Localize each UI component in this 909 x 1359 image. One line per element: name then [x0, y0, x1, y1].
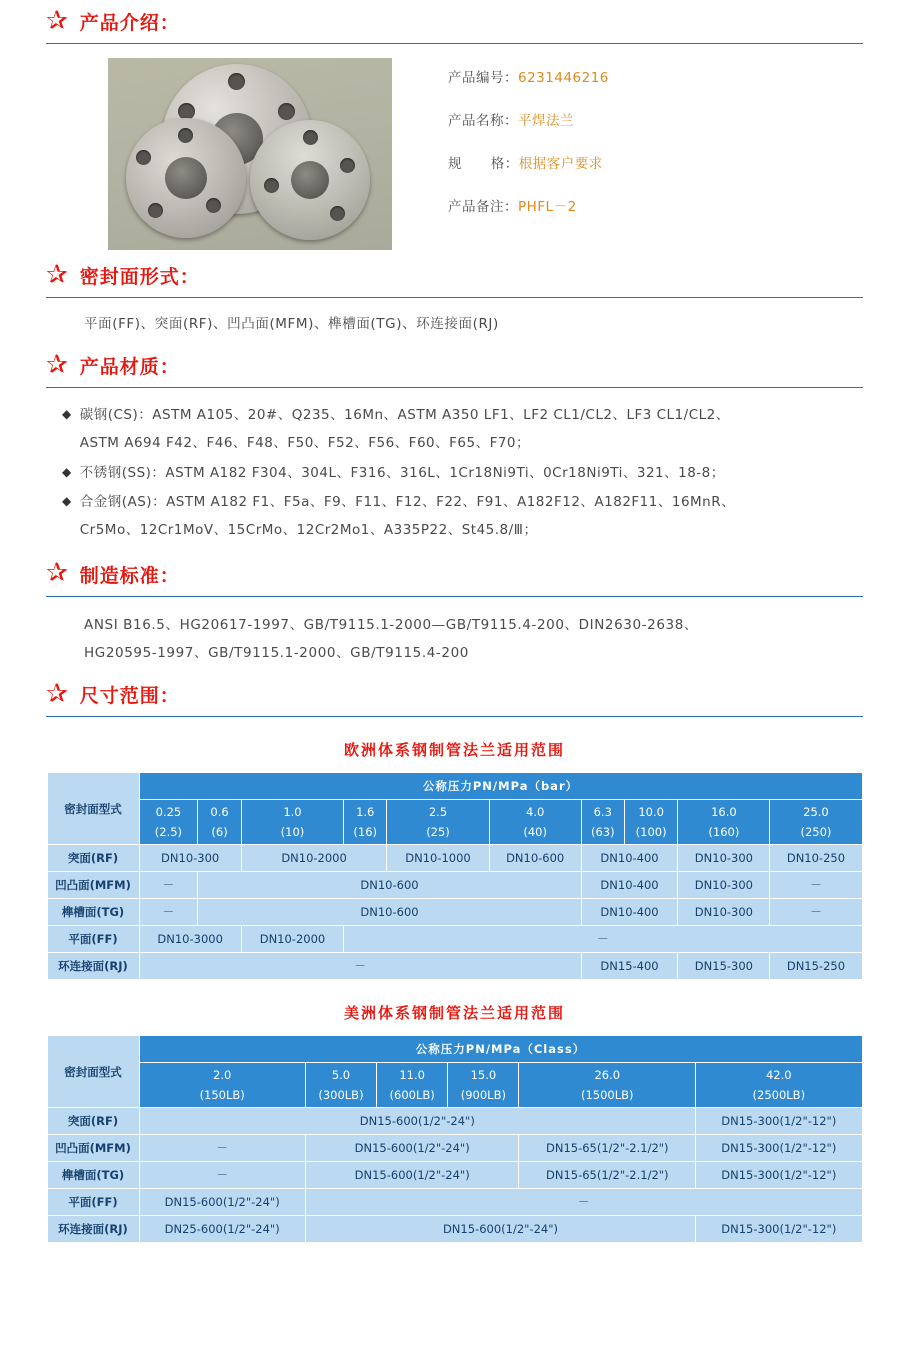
table-row — [47, 800, 862, 845]
cell: － — [139, 1162, 305, 1189]
col-top: 10.0 — [638, 805, 664, 820]
seal-forms-text: 平面(FF)、突面(RF)、凹凸面(MFM)、榫槽面(TG)、环连接面(RJ) — [84, 316, 499, 332]
cell: DN10-600 — [489, 845, 581, 872]
cell: DN10-300 — [139, 845, 241, 872]
cell: － — [770, 872, 862, 899]
col-head-eu-8 — [678, 800, 770, 845]
col-bottom: (63) — [590, 825, 615, 840]
section-title-material: 产品材质： — [79, 356, 180, 379]
col-top: 0.25 — [155, 805, 182, 820]
cell: DN15-300 — [678, 953, 770, 980]
row-label-eu-mfm: 凹凸面(MFM) — [47, 872, 139, 899]
col-top: 2.5 — [428, 805, 448, 820]
diamond-bullet-icon: ◆ — [62, 464, 72, 479]
cell: DN15-600(1/2"-24") — [305, 1135, 519, 1162]
table-row — [47, 953, 862, 980]
spec-value-remark: PHFL－2 — [518, 199, 577, 215]
bolt-hole-icon — [340, 158, 355, 173]
col-bottom: (40) — [523, 825, 547, 840]
group-header-us: 公称压力PN/MPa（Class） — [139, 1036, 862, 1063]
cell: DN10-600 — [198, 872, 581, 899]
col-top: 25.0 — [803, 805, 829, 820]
spec-label-name: 产品名称： — [448, 113, 518, 129]
spec-row-code — [448, 66, 609, 86]
col-head-eu-9 — [770, 800, 862, 845]
col-top: 0.6 — [210, 805, 229, 820]
standards-block — [46, 597, 863, 674]
col-top: 2.0 — [213, 1068, 232, 1083]
table-title-europe: 欧洲体系钢制管法兰适用范围 — [343, 741, 565, 760]
list-item — [62, 402, 863, 457]
row-label-us-mfm: 凹凸面(MFM) — [47, 1135, 139, 1162]
row-label-eu-rf: 突面(RF) — [47, 845, 139, 872]
col-head-eu-1 — [198, 800, 241, 845]
spec-value-code: 6231446216 — [518, 70, 609, 86]
bolt-hole-icon — [278, 103, 295, 120]
bolt-hole-icon — [136, 150, 151, 165]
table-row — [47, 1189, 862, 1216]
star-icon: ✰ — [46, 349, 68, 380]
flange-medium-bore — [165, 157, 207, 199]
star-icon: ✰ — [46, 5, 68, 36]
cell: DN15-300(1/2"-12") — [696, 1108, 862, 1135]
bolt-hole-icon — [206, 198, 221, 213]
section-title-standard: 制造标准： — [79, 564, 180, 587]
cell: DN10-300 — [678, 899, 770, 926]
standards-line1: ANSI B16.5、HG20617-1997、GB/T9115.1-2000—GB/T9115.4-200、DIN2630-2638、 — [84, 616, 699, 633]
section-standard — [46, 553, 863, 674]
col-bottom: (600LB) — [389, 1088, 435, 1103]
spec-label-spec: 规 格： — [448, 156, 519, 172]
col-head-us-0 — [139, 1063, 305, 1108]
col-head-eu-5 — [489, 800, 581, 845]
col-top: 16.0 — [711, 805, 737, 820]
table-row — [47, 1135, 862, 1162]
col-bottom: (25) — [426, 825, 450, 840]
col-bottom: (10) — [280, 825, 305, 840]
cell: DN10-300 — [678, 872, 770, 899]
col-bottom: (2.5) — [154, 825, 183, 840]
star-icon: ✰ — [46, 678, 68, 709]
cell: DN10-2000 — [241, 845, 387, 872]
col-head-us-4 — [519, 1063, 696, 1108]
table-row — [47, 1063, 862, 1108]
section-header-intro — [46, 0, 863, 41]
col-head-eu-4 — [387, 800, 489, 845]
section-header-seal — [46, 254, 863, 295]
star-icon: ✰ — [46, 259, 68, 290]
bolt-hole-icon — [148, 203, 163, 218]
row-label-us-ff: 平面(FF) — [47, 1189, 139, 1216]
bolt-hole-icon — [303, 130, 318, 145]
cell: DN10-250 — [770, 845, 862, 872]
material-cs-line2: ASTM A694 F42、F46、F48、F50、F52、F56、F60、F65、F70； — [79, 435, 531, 452]
cell: － — [770, 899, 862, 926]
spec-value-spec: 根据客户要求 — [518, 156, 603, 172]
group-header-eu: 公称压力PN/MPa（bar） — [139, 773, 862, 800]
section-material — [46, 344, 863, 552]
col-head-eu-0-top — [139, 800, 198, 845]
col-bottom: (250) — [800, 825, 832, 840]
col-top: 5.0 — [331, 1068, 351, 1083]
divider — [46, 716, 863, 717]
cell: DN10-400 — [581, 899, 678, 926]
col-top: 6.3 — [593, 805, 612, 820]
col-head-eu-7 — [624, 800, 678, 845]
section-title-seal: 密封面形式： — [79, 266, 200, 288]
section-header-material — [46, 344, 863, 385]
cell: － — [139, 953, 581, 980]
row-label-us-rj: 环连接面(RJ) — [47, 1216, 139, 1243]
table-row — [47, 845, 862, 872]
diamond-bullet-icon: ◆ — [62, 407, 72, 422]
product-photo-wrap — [108, 58, 392, 250]
table-row — [47, 926, 862, 953]
cell: DN15-65(1/2"-2.1/2") — [519, 1162, 696, 1189]
cell: DN10-400 — [581, 845, 678, 872]
diamond-bullet-icon: ◆ — [62, 494, 72, 509]
section-header-size — [46, 673, 863, 714]
spec-row-remark — [448, 195, 609, 215]
cell: DN15-600(1/2"-24") — [305, 1162, 519, 1189]
row-header-label-eu: 密封面型式 — [47, 773, 139, 845]
col-top: 11.0 — [399, 1068, 425, 1083]
col-top: 42.0 — [765, 1068, 792, 1083]
cell: DN15-300(1/2"-12") — [696, 1216, 862, 1243]
table-title-america: 美洲体系钢制管法兰适用范围 — [343, 1004, 565, 1023]
section-title-intro: 产品介绍： — [79, 12, 180, 34]
cell: － — [139, 872, 198, 899]
col-head-us-5 — [696, 1063, 862, 1108]
cell: DN15-400 — [581, 953, 678, 980]
section-header-standard — [46, 553, 863, 594]
star-icon: ✰ — [46, 558, 68, 589]
cell: DN15-600(1/2"-24") — [139, 1108, 696, 1135]
row-label-eu-ff: 平面(FF) — [47, 926, 139, 953]
cell: － — [139, 899, 198, 926]
col-top: 4.0 — [526, 805, 545, 820]
cell: DN15-600(1/2"-24") — [139, 1189, 305, 1216]
cell: DN15-300(1/2"-12") — [696, 1135, 862, 1162]
spec-value-name: 平焊法兰 — [518, 113, 574, 129]
col-bottom: (2500LB) — [752, 1088, 806, 1103]
section-seal-form — [46, 254, 863, 344]
bolt-hole-icon — [330, 206, 345, 221]
col-head-us-1 — [305, 1063, 376, 1108]
table-row — [47, 1036, 862, 1063]
row-label-eu-rj: 环连接面(RJ) — [47, 953, 139, 980]
cell: DN10-2000 — [241, 926, 343, 953]
col-bottom: (1500LB) — [581, 1088, 634, 1103]
cell: DN10-1000 — [387, 845, 489, 872]
table-row — [47, 773, 862, 800]
col-top: 1.6 — [356, 805, 375, 820]
col-bottom: (300LB) — [318, 1088, 364, 1103]
col-top: 26.0 — [594, 1068, 621, 1083]
col-bottom: (6) — [211, 825, 228, 840]
row-label-us-rf: 突面(RF) — [47, 1108, 139, 1135]
cell: － — [139, 1135, 305, 1162]
spec-label-code: 产品编号： — [448, 70, 518, 86]
list-item — [62, 489, 863, 544]
col-bottom: (160) — [708, 825, 740, 840]
product-spec-list — [448, 58, 609, 238]
row-label-us-tg: 榫槽面(TG) — [47, 1162, 139, 1189]
cell: DN10-600 — [198, 899, 581, 926]
col-head-eu-6 — [581, 800, 624, 845]
intro-row — [46, 44, 863, 254]
col-head-us-2 — [377, 1063, 448, 1108]
section-product-intro — [46, 0, 863, 254]
flange-photo — [108, 58, 392, 250]
section-size-range — [46, 673, 863, 717]
col-bottom: (150LB) — [199, 1088, 245, 1103]
table-row — [47, 1162, 862, 1189]
spec-row-spec — [448, 152, 609, 172]
flange-right-bore — [291, 161, 329, 199]
spec-row-name — [448, 109, 609, 129]
col-top: 1.0 — [283, 805, 302, 820]
section-title-size: 尺寸范围： — [79, 685, 180, 708]
list-item — [62, 460, 863, 488]
cell: DN25-600(1/2"-24") — [139, 1216, 305, 1243]
cell: DN15-65(1/2"-2.1/2") — [519, 1135, 696, 1162]
row-label-eu-tg: 榫槽面(TG) — [47, 899, 139, 926]
table-row — [47, 899, 862, 926]
bolt-hole-icon — [178, 128, 193, 143]
material-ss-line1: 不锈钢(SS)：ASTM A182 F304、304L、F316、316L、1Cr18Ni9Ti、0Cr18Ni9Ti、321、18-8； — [79, 464, 725, 481]
material-as-line2: Cr5Mo、12Cr1MoV、15CrMo、12Cr2Mo1、A335P22、St45.8/Ⅲ； — [79, 522, 538, 539]
col-head-eu-3 — [344, 800, 387, 845]
bolt-hole-icon — [228, 73, 245, 90]
col-head-eu-2 — [241, 800, 343, 845]
material-as-line1: 合金钢(AS)：ASTM A182 F1、F5a、F9、F11、F12、F22、F91、A182F12、A182F11、16MnR、 — [79, 494, 736, 511]
material-list — [46, 388, 863, 552]
col-bottom: (16) — [353, 825, 378, 840]
cell: DN10-400 — [581, 872, 678, 899]
table-europe-range — [47, 772, 863, 980]
col-bottom: (900LB) — [460, 1088, 506, 1103]
table-america-range — [47, 1035, 863, 1243]
col-top: 15.0 — [470, 1068, 497, 1083]
spec-label-remark: 产品备注： — [448, 199, 518, 215]
table-row — [47, 872, 862, 899]
material-cs-line1: 碳钢(CS)：ASTM A105、20#、Q235、16Mn、ASTM A350 LF1、LF2 CL1/CL2、LF3 CL1/CL2、 — [79, 407, 730, 424]
standards-line2: HG20595-1997、GB/T9115.1-2000、GB/T9115.4-200 — [84, 645, 469, 662]
cell: DN10-3000 — [139, 926, 241, 953]
table-row — [47, 1108, 862, 1135]
cell: DN15-250 — [770, 953, 862, 980]
cell: － — [344, 926, 862, 953]
table-row — [47, 1216, 862, 1243]
col-head-us-3 — [448, 1063, 519, 1108]
cell: DN15-600(1/2"-24") — [305, 1216, 695, 1243]
col-bottom: (100) — [635, 825, 667, 840]
cell: DN10-300 — [678, 845, 770, 872]
row-header-label-us: 密封面型式 — [47, 1036, 139, 1108]
cell: DN15-300(1/2"-12") — [696, 1162, 862, 1189]
cell: － — [305, 1189, 862, 1216]
bolt-hole-icon — [264, 178, 279, 193]
